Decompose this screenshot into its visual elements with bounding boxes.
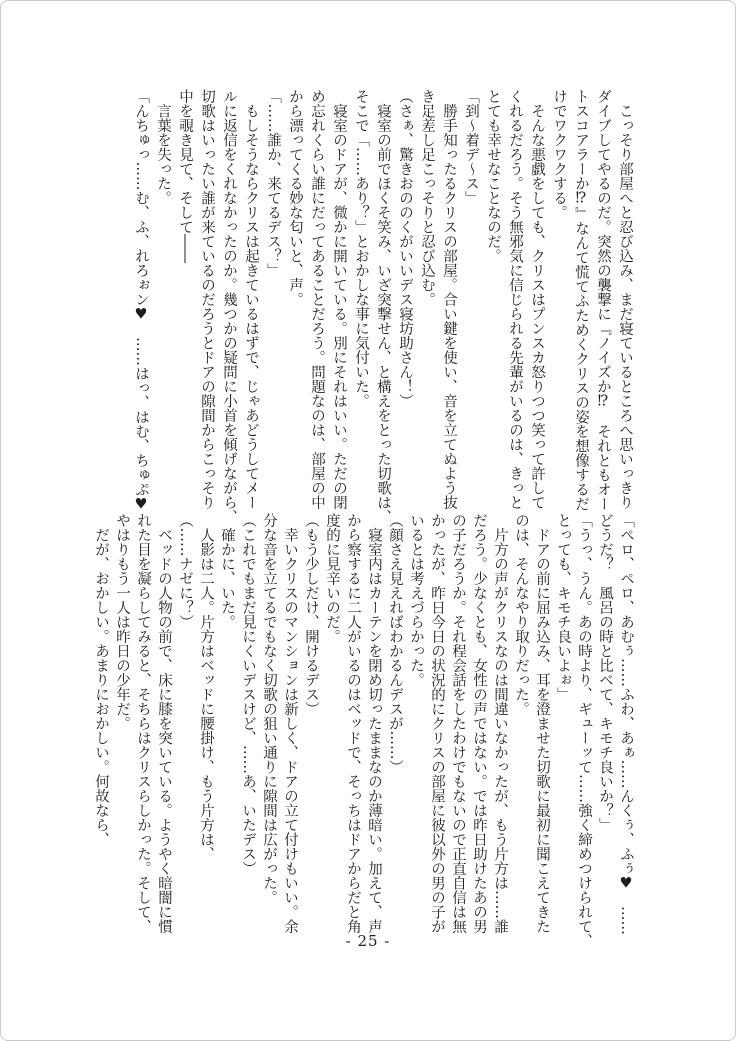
text-column: 人影は二人。片方はベッドに腰掛け、もう片方は、 <box>198 513 214 861</box>
text-column: どうだ？ 風呂の時と比べて、キモチ良いか？」 <box>597 513 613 832</box>
text-column: 「……誰か、来てるデス？」 <box>265 89 281 278</box>
text-column: 寝室内はカーテンを閉め切ったままなのか薄暗い。加えて、声 <box>366 513 382 934</box>
text-column: そんな悪戯をしても、クリスはプンスカ怒りつつ笑って許して <box>529 89 545 510</box>
text-column: けでワクワクする。 <box>551 89 567 220</box>
text-column: ルに返信をくれなかったのか。幾つかの疑問に小首を傾げながら、 <box>221 89 237 524</box>
text-column: 「到〜着デ〜ス」 <box>463 89 479 205</box>
text-column: 幸いクリスのマンションは新しく、ドアの立て付けもいい。余 <box>282 513 298 934</box>
text-column: こっそり部屋へと忍び込み、まだ寝ているところへ思いっきり <box>617 89 633 510</box>
text-column: 「うっ、うん。あの時より、ギューッて……強く締めつけられて、 <box>576 513 592 948</box>
text-column: 勝手知ったるクリスの部屋。合い鍵を使い、音を立てぬよう抜 <box>441 89 457 510</box>
text-column: いるとは考えづらかった。 <box>408 513 424 687</box>
text-column: 切歌はいったい誰が来ているのだろうとドアの隙間からこっそり <box>199 89 215 510</box>
text-column: とても幸せなことなのだ。 <box>485 89 501 263</box>
text-column: 分な音を立てるでもなく切歌の狙い通りに隙間は広がった。 <box>261 513 277 905</box>
text-column: （もう少しだけ、開けるデス） <box>303 513 319 716</box>
page-number: - 25 - <box>345 932 391 950</box>
text-column: め忘れくらい誰にだってあることだろう。問題なのは、部屋の中 <box>309 89 325 510</box>
text-column: （顔さえ見えればわかるんデスが……） <box>387 513 403 774</box>
text-column: だろう。少なくとも、女性の声ではない。では昨日助けたあの男 <box>471 513 487 934</box>
text-column: 「んちゅっ……む、ふ、れろぉン♥ ……はっ、はむ、ちゅぷ♥ <box>133 89 149 513</box>
text-column: かったが、昨日今日の状況的にクリスの部屋に彼以外の男の子が <box>429 513 445 934</box>
text-column: のは、そんなやり取りだった。 <box>513 513 529 716</box>
text-column: そこで「……あり？」とおかしな事に気付いた。 <box>353 89 369 408</box>
text-column: とっても、キモチ良いよぉ」 <box>555 513 571 702</box>
text-column: から漂ってくる妙な匂いと、声。 <box>287 89 303 307</box>
text-column: き足差し足こっそりと忍び込む。 <box>419 89 435 307</box>
text-column: もしそうならクリスは起きているはずで、じゃあどうしてメー <box>243 89 259 510</box>
text-column: 確かに、いた。 <box>219 513 235 629</box>
text-column: くれるだろう。そう無邪気に信じられる先輩がいるのは、きっと <box>507 89 523 510</box>
text-column: 中を覗き見て、そして―― <box>177 89 193 263</box>
text-column: ベッドの人物の前で、床に膝を突いている。ようやく暗闇に慣 <box>156 513 172 934</box>
text-column: やはりもう一人は昨日の少年だ。 <box>114 513 130 731</box>
text-column: ドアの前に屈み込み、耳を澄ませた切歌に最初に聞こえてきた <box>534 513 550 934</box>
text-column: （……ナゼに？） <box>177 513 193 629</box>
text-column: から察するに二人がいるのはベッドで、そっちはドアからだと角 <box>345 513 361 934</box>
text-column: （これでもまだ見にくいデスけど、……あ、いたデス） <box>240 513 256 876</box>
text-column: 度的に見辛いのだ。 <box>324 513 340 644</box>
text-column: 片方の声がクリスなのは間違いなかったが、もう片方は……誰 <box>492 513 508 934</box>
text-column: 寝室のドアが、微かに開いている。別にそれはいい。ただの閉 <box>331 89 347 510</box>
text-column: 寝室の前でほくそ笑み、いざ突撃せん、と構えをとった切歌は、 <box>375 89 391 524</box>
text-column: の子だろうか。それ程会話をしたわけでもないので正直自信は無 <box>450 513 466 934</box>
text-column: れた目を凝らしてみると、そちらはクリスらしかった。そして、 <box>135 513 151 934</box>
text-column: トスコアラーか⁉』なんて慌てふためくクリスの姿を想像するだ <box>573 89 589 511</box>
text-column: だが、おかしい。あまりにおかしい。何故なら、 <box>93 513 109 847</box>
text-column: 言葉を失った。 <box>155 89 171 205</box>
text-column: ダイブしてやるのだ。突然の襲撃に『ノイズか⁉ それともオー <box>595 89 611 511</box>
text-column: 「ペロ、ペロ、あむぅ……ふわ、あぁ……んくぅ、ふぅ♥ …… <box>618 513 634 935</box>
vertical-text-block-top <box>130 89 636 524</box>
text-column: （さぁ、驚きおののくがいいデス寝坊助さん！） <box>397 89 413 408</box>
